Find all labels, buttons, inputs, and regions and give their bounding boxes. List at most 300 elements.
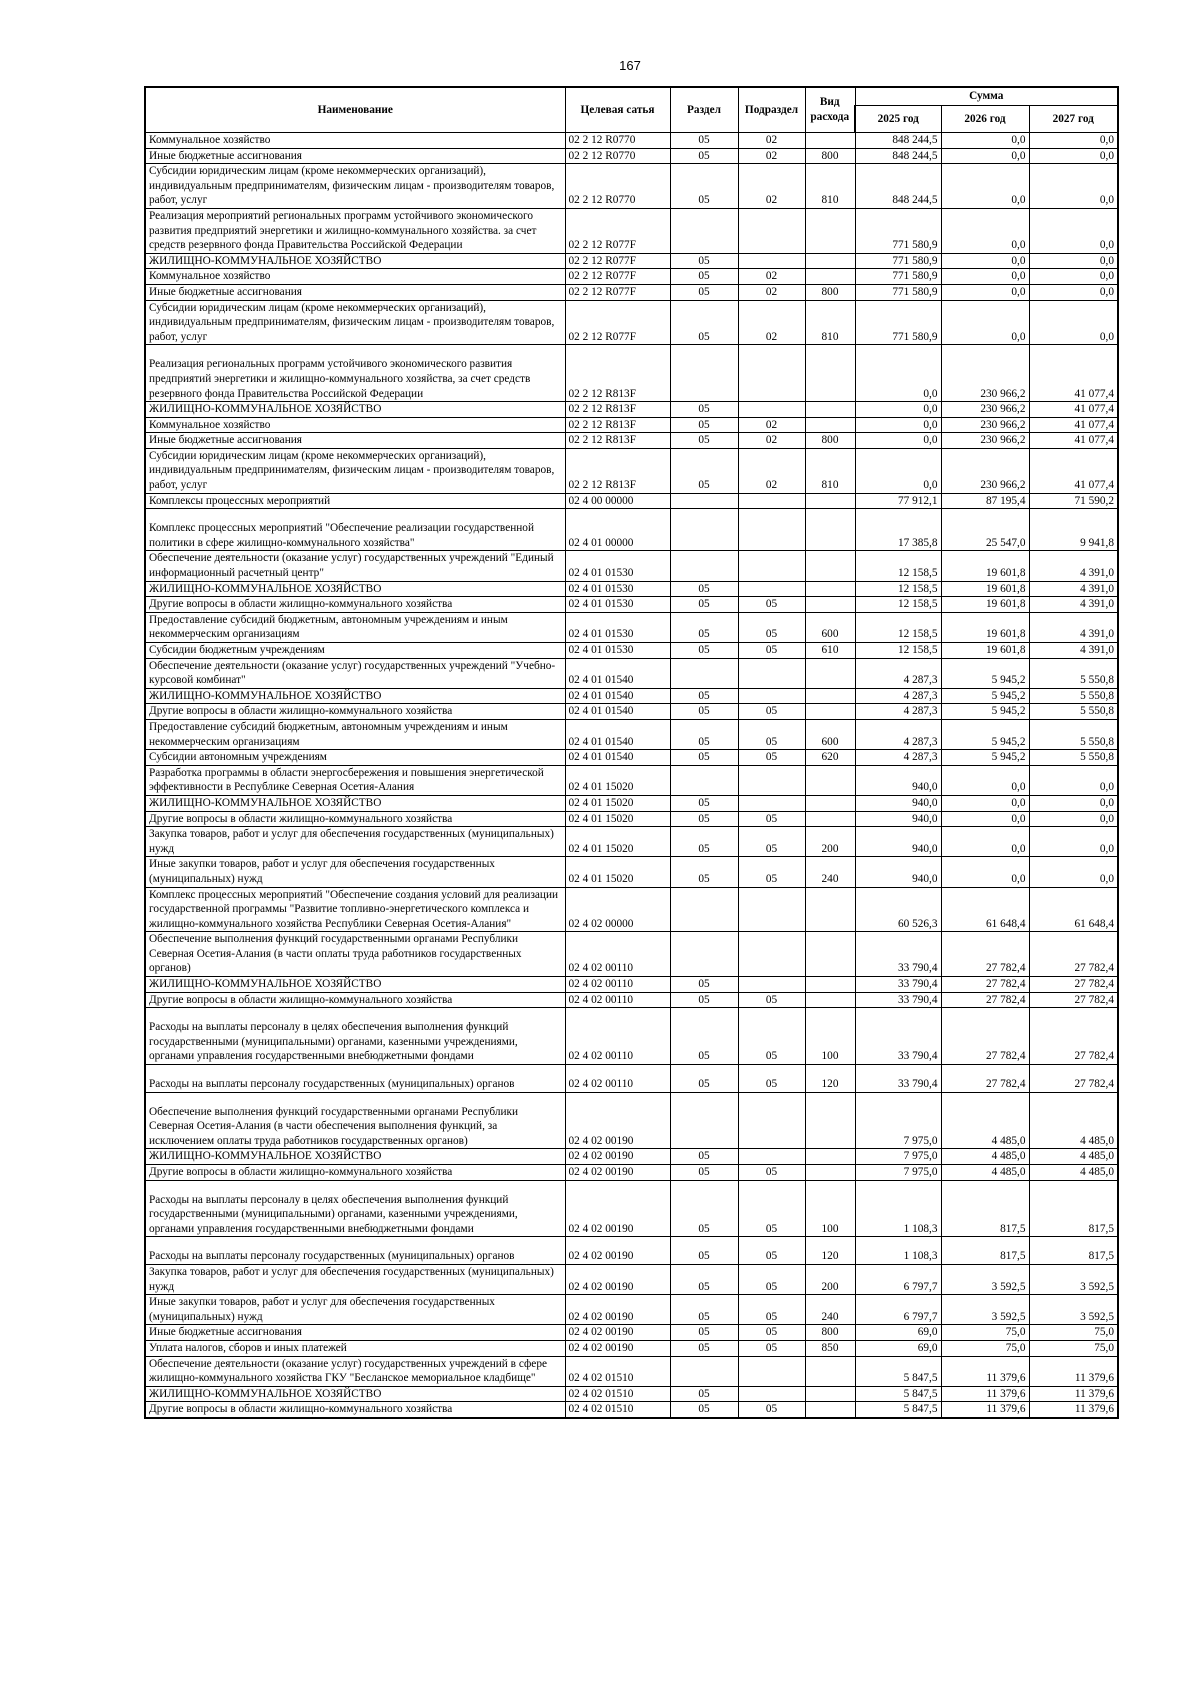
cell-section: 05 (670, 1180, 738, 1237)
cell-subsection: 05 (738, 1237, 805, 1265)
cell-amount-2027: 41 077,4 (1029, 417, 1118, 433)
cell-subsection: 05 (738, 1325, 805, 1341)
cell-amount-2025: 0,0 (855, 417, 941, 433)
cell-expense-type (805, 597, 855, 613)
cell-section: 05 (670, 1264, 738, 1294)
cell-amount-2025: 33 790,4 (855, 1008, 941, 1065)
cell-amount-2025: 771 580,9 (855, 300, 941, 345)
cell-amount-2026: 5 945,2 (941, 704, 1029, 720)
cell-amount-2027: 3 592,5 (1029, 1295, 1118, 1325)
cell-amount-2027: 27 782,4 (1029, 1008, 1118, 1065)
cell-subsection: 02 (738, 433, 805, 449)
cell-amount-2027: 817,5 (1029, 1237, 1118, 1265)
table-row (145, 402, 1118, 418)
cell-target-code: 02 4 01 01540 (565, 688, 670, 704)
cell-amount-2026: 11 379,6 (941, 1402, 1029, 1418)
cell-expense-type: 810 (805, 164, 855, 209)
cell-target-code: 02 4 01 01540 (565, 658, 670, 688)
cell-target-code: 02 4 01 15020 (565, 857, 670, 887)
cell-subsection: 02 (738, 269, 805, 285)
page-number: 167 (619, 58, 641, 73)
cell-target-code: 02 2 12 R813F (565, 402, 670, 418)
cell-target-code: 02 4 02 00190 (565, 1149, 670, 1165)
cell-name: Расходы на выплаты персоналу государственных (муниципальных) органов (145, 1237, 565, 1265)
cell-expense-type: 800 (805, 1325, 855, 1341)
cell-name: Расходы на выплаты персоналу государственных (муниципальных) органов (145, 1065, 565, 1093)
cell-section: 05 (670, 164, 738, 209)
cell-amount-2027: 4 391,0 (1029, 551, 1118, 581)
cell-target-code: 02 4 01 01530 (565, 581, 670, 597)
table-row (145, 345, 1118, 402)
header-name: Наименование (145, 87, 565, 133)
cell-target-code: 02 4 02 00110 (565, 1065, 670, 1093)
cell-name: Другие вопросы в области жилищно-коммунального хозяйства (145, 992, 565, 1008)
table-row (145, 148, 1118, 164)
cell-amount-2025: 12 158,5 (855, 597, 941, 613)
table-row (145, 658, 1118, 688)
cell-expense-type: 120 (805, 1237, 855, 1265)
cell-amount-2025: 940,0 (855, 827, 941, 857)
cell-name: Субсидии бюджетным учреждениям (145, 643, 565, 659)
header-exp-type: Вид расхода (805, 87, 855, 133)
cell-expense-type: 800 (805, 284, 855, 300)
cell-expense-type (805, 1165, 855, 1181)
cell-expense-type: 120 (805, 1065, 855, 1093)
cell-section: 05 (670, 1149, 738, 1165)
cell-expense-type (805, 932, 855, 977)
cell-amount-2025: 4 287,3 (855, 704, 941, 720)
cell-amount-2025: 12 158,5 (855, 612, 941, 642)
cell-target-code: 02 4 01 01540 (565, 704, 670, 720)
cell-subsection: 02 (738, 448, 805, 493)
cell-amount-2025: 771 580,9 (855, 284, 941, 300)
cell-target-code: 02 2 12 R077F (565, 300, 670, 345)
cell-amount-2025: 0,0 (855, 402, 941, 418)
cell-subsection (738, 1356, 805, 1386)
cell-amount-2027: 0,0 (1029, 300, 1118, 345)
cell-target-code: 02 2 12 R813F (565, 433, 670, 449)
cell-amount-2025: 33 790,4 (855, 932, 941, 977)
cell-amount-2026: 0,0 (941, 300, 1029, 345)
cell-amount-2027: 0,0 (1029, 253, 1118, 269)
cell-target-code: 02 2 12 R813F (565, 448, 670, 493)
cell-amount-2025: 7 975,0 (855, 1165, 941, 1181)
cell-target-code: 02 4 00 00000 (565, 493, 670, 509)
cell-amount-2026: 75,0 (941, 1325, 1029, 1341)
table-row (145, 1180, 1118, 1237)
cell-amount-2026: 27 782,4 (941, 1065, 1029, 1093)
header-2025: 2025 год (855, 106, 941, 133)
table-row (145, 1295, 1118, 1325)
cell-name: Закупка товаров, работ и услуг для обеспечения государственных (муниципальных) нужд (145, 1264, 565, 1294)
cell-subsection (738, 887, 805, 932)
header-section: Раздел (670, 87, 738, 133)
cell-section: 05 (670, 1165, 738, 1181)
cell-amount-2026: 230 966,2 (941, 345, 1029, 402)
cell-target-code: 02 2 12 R0770 (565, 133, 670, 149)
cell-amount-2026: 0,0 (941, 208, 1029, 253)
cell-subsection: 02 (738, 417, 805, 433)
cell-target-code: 02 2 12 R0770 (565, 164, 670, 209)
cell-name: Иные бюджетные ассигнования (145, 148, 565, 164)
table-row (145, 932, 1118, 977)
cell-name: Другие вопросы в области жилищно-коммунального хозяйства (145, 1402, 565, 1418)
cell-amount-2025: 17 385,8 (855, 509, 941, 551)
cell-amount-2026: 0,0 (941, 765, 1029, 795)
cell-amount-2027: 0,0 (1029, 148, 1118, 164)
cell-expense-type: 800 (805, 148, 855, 164)
cell-name: ЖИЛИЩНО-КОММУНАЛЬНОЕ ХОЗЯЙСТВО (145, 795, 565, 811)
cell-name: Иные бюджетные ассигнования (145, 284, 565, 300)
cell-amount-2027: 0,0 (1029, 269, 1118, 285)
cell-target-code: 02 4 02 00110 (565, 992, 670, 1008)
cell-target-code: 02 4 01 15020 (565, 765, 670, 795)
cell-subsection: 05 (738, 1402, 805, 1418)
table-row (145, 688, 1118, 704)
cell-section: 05 (670, 750, 738, 766)
budget-table (144, 86, 1119, 1419)
cell-subsection: 02 (738, 164, 805, 209)
cell-section (670, 509, 738, 551)
cell-section: 05 (670, 719, 738, 749)
table-row (145, 509, 1118, 551)
cell-section: 05 (670, 148, 738, 164)
cell-name: Иные бюджетные ассигнования (145, 1325, 565, 1341)
header-2026: 2026 год (941, 106, 1029, 133)
cell-target-code: 02 4 01 15020 (565, 795, 670, 811)
cell-amount-2027: 27 782,4 (1029, 932, 1118, 977)
cell-target-code: 02 4 02 00190 (565, 1264, 670, 1294)
cell-expense-type (805, 133, 855, 149)
cell-subsection (738, 509, 805, 551)
cell-amount-2027: 11 379,6 (1029, 1386, 1118, 1402)
cell-amount-2025: 848 244,5 (855, 133, 941, 149)
cell-amount-2025: 940,0 (855, 765, 941, 795)
cell-name: Коммунальное хозяйство (145, 269, 565, 285)
cell-section: 05 (670, 688, 738, 704)
cell-subsection: 05 (738, 1295, 805, 1325)
cell-expense-type (805, 509, 855, 551)
table-row (145, 253, 1118, 269)
cell-target-code: 02 2 12 R813F (565, 345, 670, 402)
cell-section: 05 (670, 402, 738, 418)
cell-subsection: 02 (738, 300, 805, 345)
cell-section: 05 (670, 1402, 738, 1418)
table-row (145, 1149, 1118, 1165)
table-row (145, 1264, 1118, 1294)
cell-name: Обеспечение выполнения функций государственными органами Республики Северная Осетия-Алания (в части обеспечения выполнения функций, за исключением оплаты труда работников государственных органов) (145, 1092, 565, 1149)
cell-amount-2027: 75,0 (1029, 1325, 1118, 1341)
cell-amount-2026: 61 648,4 (941, 887, 1029, 932)
cell-subsection: 05 (738, 750, 805, 766)
cell-amount-2027: 0,0 (1029, 765, 1118, 795)
cell-subsection (738, 977, 805, 993)
cell-subsection (738, 581, 805, 597)
cell-amount-2026: 4 485,0 (941, 1092, 1029, 1149)
table-row (145, 1237, 1118, 1265)
cell-subsection (738, 932, 805, 977)
cell-amount-2025: 5 847,5 (855, 1356, 941, 1386)
cell-amount-2026: 27 782,4 (941, 977, 1029, 993)
cell-target-code: 02 2 12 R077F (565, 269, 670, 285)
header-2027: 2027 год (1029, 106, 1118, 133)
cell-section: 05 (670, 1386, 738, 1402)
cell-subsection: 02 (738, 148, 805, 164)
cell-expense-type: 610 (805, 643, 855, 659)
table-row (145, 269, 1118, 285)
cell-name: ЖИЛИЩНО-КОММУНАЛЬНОЕ ХОЗЯЙСТВО (145, 253, 565, 269)
table-row (145, 1325, 1118, 1341)
cell-name: Расходы на выплаты персоналу в целях обеспечения выполнения функций государственными (муниципальными) органами, казенными учреждениями, органами управления государственными внебюджетными фондами (145, 1180, 565, 1237)
cell-target-code: 02 4 02 00190 (565, 1180, 670, 1237)
cell-section: 05 (670, 417, 738, 433)
cell-subsection: 05 (738, 1264, 805, 1294)
cell-subsection (738, 253, 805, 269)
cell-subsection: 05 (738, 719, 805, 749)
header-sum: Сумма (855, 87, 1118, 106)
cell-section: 05 (670, 581, 738, 597)
cell-expense-type: 850 (805, 1340, 855, 1356)
cell-amount-2025: 7 975,0 (855, 1092, 941, 1149)
cell-expense-type (805, 402, 855, 418)
cell-expense-type (805, 253, 855, 269)
cell-expense-type (805, 1149, 855, 1165)
cell-amount-2025: 4 287,3 (855, 750, 941, 766)
cell-subsection: 05 (738, 1180, 805, 1237)
cell-amount-2026: 75,0 (941, 1340, 1029, 1356)
cell-amount-2027: 4 485,0 (1029, 1149, 1118, 1165)
cell-amount-2025: 33 790,4 (855, 992, 941, 1008)
cell-amount-2025: 5 847,5 (855, 1386, 941, 1402)
cell-name: Субсидии юридическим лицам (кроме некоммерческих организаций), индивидуальным предпринимателям, физическим лицам - производителям товаров, работ, услуг (145, 300, 565, 345)
cell-section (670, 493, 738, 509)
cell-target-code: 02 4 01 01530 (565, 612, 670, 642)
cell-target-code: 02 4 01 15020 (565, 811, 670, 827)
cell-target-code: 02 2 12 R077F (565, 253, 670, 269)
cell-amount-2027: 5 550,8 (1029, 750, 1118, 766)
cell-name: Предоставление субсидий бюджетным, автономным учреждениям и иным некоммерческим организациям (145, 719, 565, 749)
table-row (145, 750, 1118, 766)
cell-amount-2026: 27 782,4 (941, 1008, 1029, 1065)
cell-amount-2027: 5 550,8 (1029, 688, 1118, 704)
cell-target-code: 02 4 02 00190 (565, 1092, 670, 1149)
cell-section (670, 1092, 738, 1149)
cell-amount-2027: 0,0 (1029, 284, 1118, 300)
cell-subsection: 05 (738, 857, 805, 887)
cell-expense-type: 200 (805, 827, 855, 857)
cell-subsection (738, 551, 805, 581)
cell-amount-2027: 75,0 (1029, 1340, 1118, 1356)
cell-amount-2025: 4 287,3 (855, 719, 941, 749)
table-row (145, 977, 1118, 993)
cell-section: 05 (670, 992, 738, 1008)
cell-amount-2025: 940,0 (855, 795, 941, 811)
table-row (145, 795, 1118, 811)
cell-expense-type: 600 (805, 612, 855, 642)
cell-name: Закупка товаров, работ и услуг для обеспечения государственных (муниципальных) нужд (145, 827, 565, 857)
cell-name: Обеспечение деятельности (оказание услуг) государственных учреждений "Единый информационный расчетный центр" (145, 551, 565, 581)
cell-expense-type: 810 (805, 448, 855, 493)
cell-section: 05 (670, 1295, 738, 1325)
cell-amount-2025: 12 158,5 (855, 551, 941, 581)
cell-name: Уплата налогов, сборов и иных платежей (145, 1340, 565, 1356)
cell-section: 05 (670, 433, 738, 449)
cell-section (670, 1356, 738, 1386)
cell-subsection (738, 493, 805, 509)
cell-amount-2026: 0,0 (941, 148, 1029, 164)
cell-expense-type: 100 (805, 1180, 855, 1237)
cell-subsection: 02 (738, 284, 805, 300)
header-subsection: Подраздел (738, 87, 805, 133)
cell-expense-type (805, 1402, 855, 1418)
cell-amount-2026: 5 945,2 (941, 688, 1029, 704)
cell-amount-2025: 771 580,9 (855, 253, 941, 269)
cell-name: Иные закупки товаров, работ и услуг для обеспечения государственных (муниципальных) нужд (145, 857, 565, 887)
cell-section: 05 (670, 643, 738, 659)
cell-section: 05 (670, 612, 738, 642)
cell-expense-type (805, 658, 855, 688)
cell-section: 05 (670, 1065, 738, 1093)
cell-amount-2027: 9 941,8 (1029, 509, 1118, 551)
cell-name: Расходы на выплаты персоналу в целях обеспечения выполнения функций государственными (муниципальными) органами, казенными учреждениями, органами управления государственными внебюджетными фондами (145, 1008, 565, 1065)
cell-subsection: 05 (738, 1065, 805, 1093)
cell-target-code: 02 4 02 00110 (565, 932, 670, 977)
cell-expense-type: 240 (805, 1295, 855, 1325)
cell-amount-2026: 4 485,0 (941, 1149, 1029, 1165)
cell-subsection: 05 (738, 1165, 805, 1181)
table-row (145, 133, 1118, 149)
cell-expense-type: 200 (805, 1264, 855, 1294)
cell-expense-type (805, 581, 855, 597)
cell-amount-2027: 0,0 (1029, 133, 1118, 149)
table-row (145, 551, 1118, 581)
table-row (145, 643, 1118, 659)
cell-amount-2027: 41 077,4 (1029, 345, 1118, 402)
cell-subsection: 05 (738, 1340, 805, 1356)
cell-amount-2027: 4 391,0 (1029, 612, 1118, 642)
cell-amount-2025: 0,0 (855, 345, 941, 402)
cell-expense-type: 100 (805, 1008, 855, 1065)
cell-subsection: 05 (738, 827, 805, 857)
cell-section: 05 (670, 269, 738, 285)
cell-amount-2025: 69,0 (855, 1325, 941, 1341)
cell-expense-type (805, 269, 855, 285)
cell-name: Субсидии юридическим лицам (кроме некоммерческих организаций), индивидуальным предпринимателям, физическим лицам - производителям товаров, работ, услуг (145, 448, 565, 493)
cell-amount-2025: 771 580,9 (855, 208, 941, 253)
cell-expense-type (805, 1356, 855, 1386)
cell-amount-2025: 33 790,4 (855, 1065, 941, 1093)
cell-section: 05 (670, 284, 738, 300)
cell-expense-type (805, 417, 855, 433)
cell-amount-2026: 19 601,8 (941, 597, 1029, 613)
cell-amount-2026: 11 379,6 (941, 1386, 1029, 1402)
table-row (145, 581, 1118, 597)
cell-amount-2025: 0,0 (855, 448, 941, 493)
cell-amount-2026: 11 379,6 (941, 1356, 1029, 1386)
cell-section: 05 (670, 977, 738, 993)
table-row (145, 811, 1118, 827)
cell-name: Субсидии автономным учреждениям (145, 750, 565, 766)
cell-amount-2027: 0,0 (1029, 811, 1118, 827)
table-row (145, 765, 1118, 795)
cell-amount-2027: 5 550,8 (1029, 719, 1118, 749)
cell-name: Другие вопросы в области жилищно-коммунального хозяйства (145, 704, 565, 720)
cell-amount-2025: 1 108,3 (855, 1237, 941, 1265)
cell-section: 05 (670, 1340, 738, 1356)
cell-section (670, 887, 738, 932)
cell-subsection: 02 (738, 133, 805, 149)
table-row (145, 208, 1118, 253)
cell-target-code: 02 4 01 00000 (565, 509, 670, 551)
cell-amount-2026: 0,0 (941, 795, 1029, 811)
cell-section: 05 (670, 253, 738, 269)
cell-target-code: 02 4 02 00190 (565, 1165, 670, 1181)
table-row (145, 887, 1118, 932)
cell-amount-2026: 0,0 (941, 827, 1029, 857)
table-row (145, 827, 1118, 857)
cell-name: Иные бюджетные ассигнования (145, 433, 565, 449)
table-row (145, 857, 1118, 887)
cell-target-code: 02 4 02 00000 (565, 887, 670, 932)
cell-amount-2026: 0,0 (941, 133, 1029, 149)
cell-amount-2026: 5 945,2 (941, 750, 1029, 766)
cell-amount-2027: 71 590,2 (1029, 493, 1118, 509)
table-row (145, 448, 1118, 493)
cell-amount-2026: 5 945,2 (941, 658, 1029, 688)
cell-amount-2027: 11 379,6 (1029, 1402, 1118, 1418)
cell-name: Обеспечение выполнения функций государственными органами Республики Северная Осетия-Алания (в части оплаты труда работников государственных органов) (145, 932, 565, 977)
cell-section: 05 (670, 597, 738, 613)
cell-amount-2026: 817,5 (941, 1237, 1029, 1265)
cell-target-code: 02 4 01 01530 (565, 597, 670, 613)
table-row (145, 719, 1118, 749)
cell-subsection: 05 (738, 612, 805, 642)
cell-subsection: 05 (738, 811, 805, 827)
cell-expense-type (805, 765, 855, 795)
cell-name: Комплексы процессных мероприятий (145, 493, 565, 509)
cell-name: Комплекс процессных мероприятий "Обеспечение создания условий для реализации государственной программы "Развитие топливно-энергетического комплекса и жилищно-коммунального хозяйства Республики Северная Осетия-Алания" (145, 887, 565, 932)
cell-expense-type (805, 977, 855, 993)
cell-target-code: 02 2 12 R077F (565, 208, 670, 253)
cell-amount-2027: 0,0 (1029, 208, 1118, 253)
cell-amount-2026: 19 601,8 (941, 581, 1029, 597)
cell-amount-2025: 0,0 (855, 433, 941, 449)
cell-amount-2027: 3 592,5 (1029, 1264, 1118, 1294)
cell-section: 05 (670, 811, 738, 827)
cell-name: Реализация региональных программ устойчивого экономического развития предприятий энергетики и жилищно-коммунального хозяйства, за счет средств резервного фонда Правительства Российской Федерации (145, 345, 565, 402)
cell-amount-2027: 4 391,0 (1029, 581, 1118, 597)
table-row (145, 1402, 1118, 1418)
cell-name: Реализация мероприятий региональных программ устойчивого экономического развития предприятий энергетики и жилищно-коммунального хозяйства. за счет средств резервного фонда Правительства Российской Федерации (145, 208, 565, 253)
cell-subsection: 05 (738, 992, 805, 1008)
cell-amount-2026: 5 945,2 (941, 719, 1029, 749)
cell-expense-type (805, 208, 855, 253)
cell-subsection: 05 (738, 597, 805, 613)
cell-amount-2027: 27 782,4 (1029, 992, 1118, 1008)
cell-section: 05 (670, 300, 738, 345)
table-row (145, 433, 1118, 449)
cell-amount-2027: 4 391,0 (1029, 643, 1118, 659)
cell-amount-2025: 12 158,5 (855, 581, 941, 597)
cell-amount-2026: 0,0 (941, 284, 1029, 300)
cell-expense-type (805, 795, 855, 811)
cell-name: ЖИЛИЩНО-КОММУНАЛЬНОЕ ХОЗЯЙСТВО (145, 688, 565, 704)
cell-target-code: 02 4 02 00190 (565, 1340, 670, 1356)
cell-amount-2026: 27 782,4 (941, 932, 1029, 977)
cell-target-code: 02 4 02 00190 (565, 1237, 670, 1265)
cell-amount-2025: 771 580,9 (855, 269, 941, 285)
cell-amount-2025: 33 790,4 (855, 977, 941, 993)
